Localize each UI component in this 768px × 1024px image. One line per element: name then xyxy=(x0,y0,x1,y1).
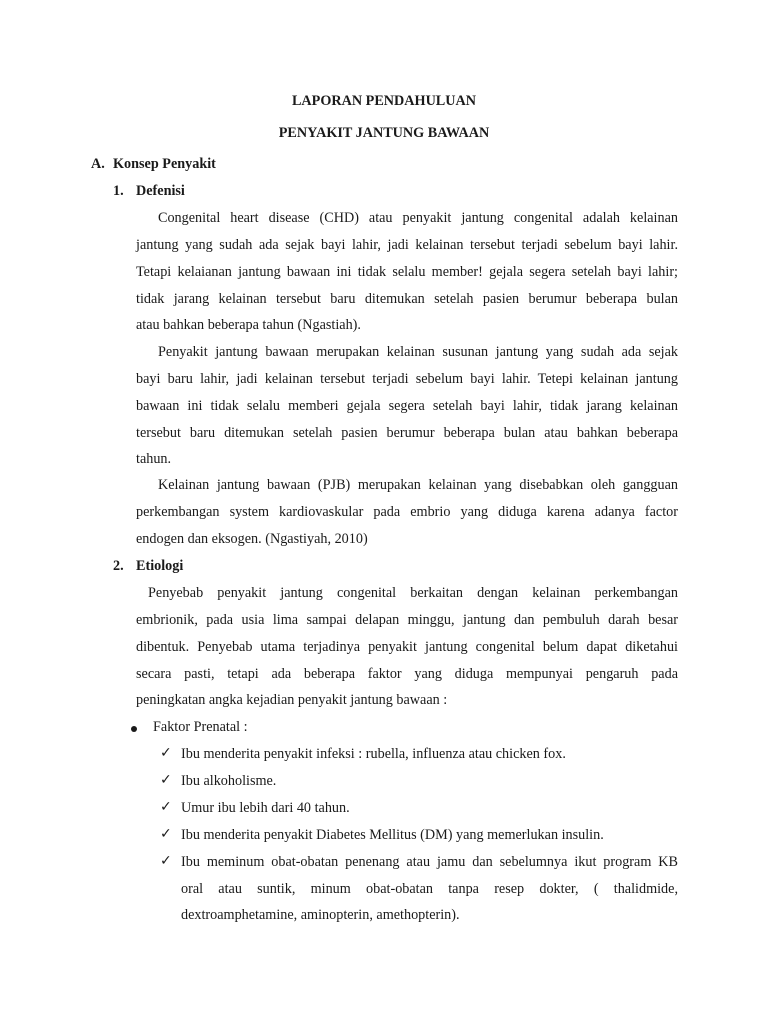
paragraph-line: Tetapi kelaianan jantung bawaan ini tidak selalu member! gejala segera setelah bayi lahir; xyxy=(136,264,678,280)
paragraph-line: tahun. xyxy=(136,451,172,467)
check-icon: ✓ xyxy=(160,772,172,788)
paragraph-line: atau bahkan beberapa tahun (Ngastiah). xyxy=(136,317,361,333)
check-icon: ✓ xyxy=(160,745,172,761)
paragraph-line: bayi baru lahir, jadi kelainan tersebut terjadi sebelum bayi lahir. Tetepi kelainan jantung xyxy=(136,371,678,387)
check-item: Ibu alkoholisme. xyxy=(181,773,277,789)
section-a-marker: A. xyxy=(91,156,105,172)
subsection-2-marker: 2. xyxy=(113,558,124,574)
subsection-1-marker: 1. xyxy=(113,183,124,199)
subsection-2-heading: Etiologi xyxy=(136,558,184,574)
paragraph-line: perkembangan system kardiovaskular pada embrio yang diduga karena adanya factor xyxy=(136,504,678,520)
paragraph-line: peningkatan angka kejadian penyakit jantung bawaan : xyxy=(136,692,448,708)
bullet-icon xyxy=(131,726,137,732)
check-icon: ✓ xyxy=(160,826,172,842)
paragraph-line: embrionik, pada usia lima sampai delapan minggu, jantung dan pembuluh darah besar xyxy=(136,612,678,628)
check-item: Ibu menderita penyakit infeksi : rubella, influenza atau chicken fox. xyxy=(181,746,566,762)
bullet-item: Faktor Prenatal : xyxy=(153,719,248,735)
check-icon: ✓ xyxy=(160,853,172,869)
check-item: Umur ibu lebih dari 40 tahun. xyxy=(181,800,350,816)
paragraph-line: Kelainan jantung bawaan (PJB) merupakan kelainan yang disebabkan oleh gangguan xyxy=(158,477,678,493)
paragraph-line: secara pasti, tetapi ada beberapa faktor yang diduga mempunyai pengaruh pada xyxy=(136,666,678,682)
check-item-continuation: oral atau suntik, minum obat-obatan tanpa resep dokter, ( thalidmide, xyxy=(181,881,678,897)
paragraph-line: jantung yang sudah ada sejak bayi lahir, jadi kelainan tersebut terjadi sebelum bayi lahir. xyxy=(136,237,678,253)
paragraph-line: tersebut baru ditemukan setelah pasien berumur beberapa bulan atau bahkan beberapa xyxy=(136,425,678,441)
paragraph-line: dibentuk. Penyebab utama terjadinya penyakit jantung congenital belum dapat diketahui xyxy=(136,639,678,655)
document-subtitle: PENYAKIT JANTUNG BAWAAN xyxy=(278,125,490,141)
check-icon: ✓ xyxy=(160,799,172,815)
document-title: LAPORAN PENDAHULUAN xyxy=(291,93,477,109)
paragraph-line: Penyebab penyakit jantung congenital berkaitan dengan kelainan perkembangan xyxy=(148,585,678,601)
check-item: Ibu meminum obat-obatan penenang atau jamu dan sebelumnya ikut program KB xyxy=(181,854,678,870)
paragraph-line: tidak jarang kelainan tersebut baru ditemukan setelah pasien berumur beberapa bulan xyxy=(136,291,678,307)
check-item-continuation: dextroamphetamine, aminopterin, amethopterin). xyxy=(181,907,460,923)
paragraph-line: endogen dan eksogen. (Ngastiyah, 2010) xyxy=(136,531,368,547)
section-a-heading: Konsep Penyakit xyxy=(113,156,216,172)
subsection-1-heading: Defenisi xyxy=(136,183,185,199)
paragraph-line: Penyakit jantung bawaan merupakan kelainan susunan jantung yang sudah ada sejak xyxy=(158,344,678,360)
paragraph-line: bawaan ini tidak selalu memberi gejala segera setelah bayi lahir, tidak jarang kelainan xyxy=(136,398,678,414)
check-item: Ibu menderita penyakit Diabetes Mellitus (DM) yang memerlukan insulin. xyxy=(181,827,604,843)
paragraph-line: Congenital heart disease (CHD) atau penyakit jantung congenital adalah kelainan xyxy=(158,210,678,226)
